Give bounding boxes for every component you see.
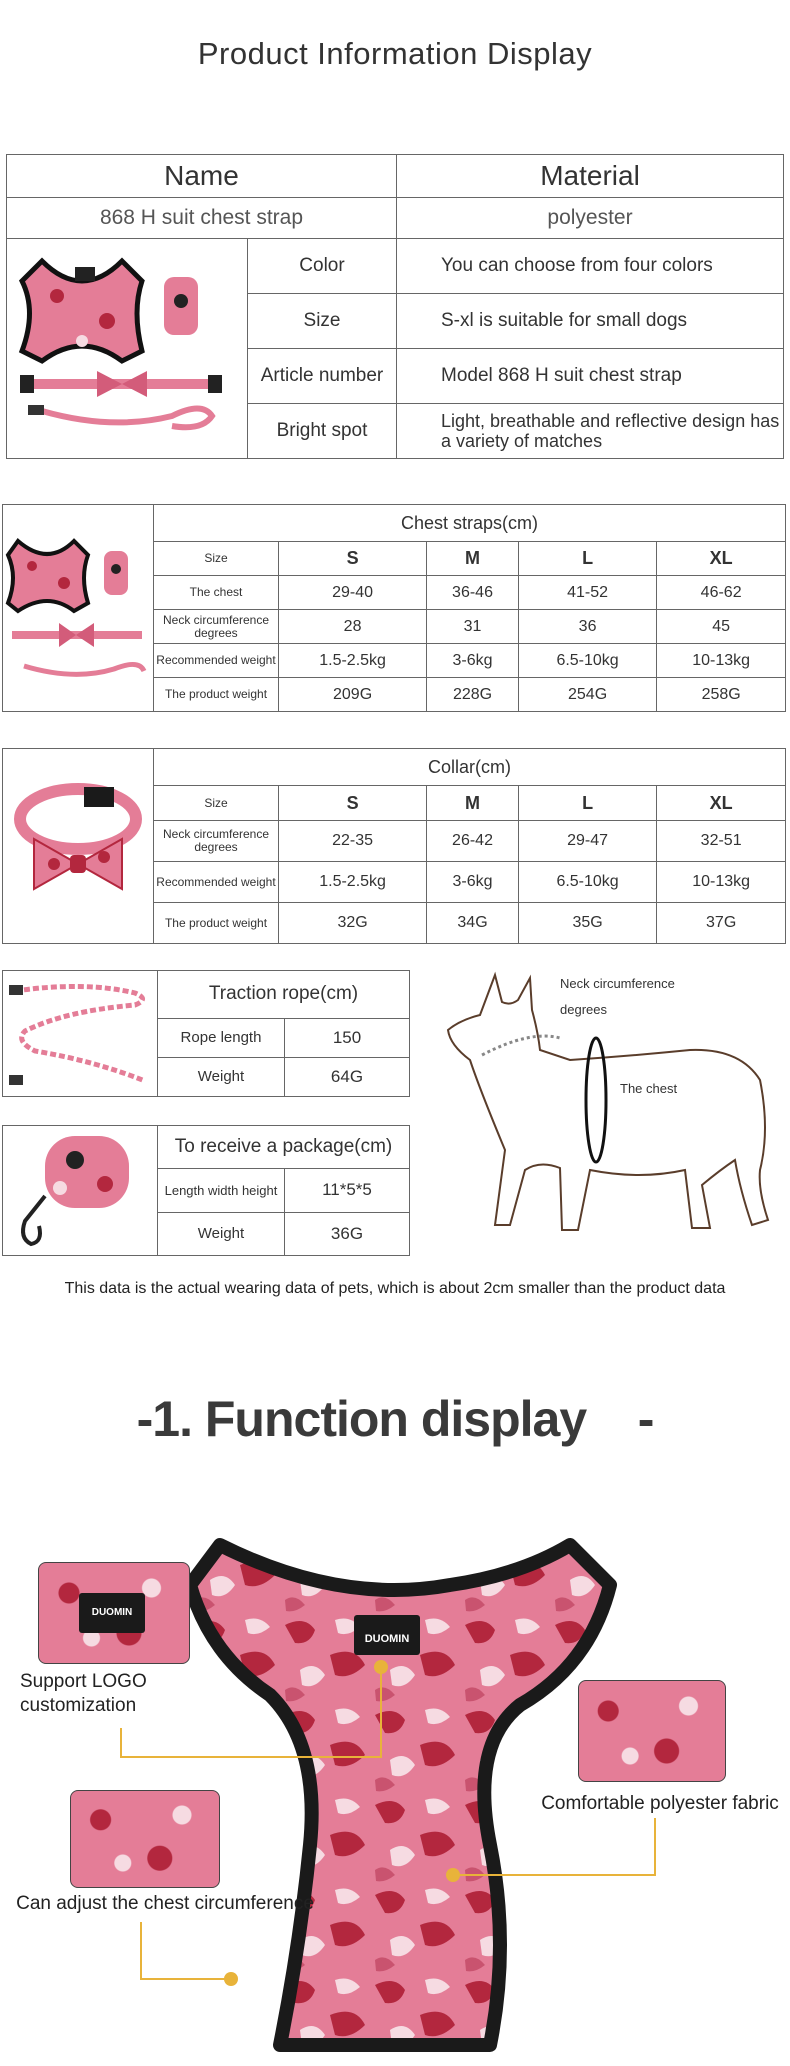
collar-cell: 10-13kg [657, 862, 786, 903]
material-header: Material [397, 155, 784, 198]
chest-cell: 46-62 [657, 576, 786, 610]
collar-row-label: Recommended weight [154, 862, 279, 903]
poop-bag-holder-picture [5, 1126, 155, 1250]
adjuster-closeup-thumbnail [70, 1790, 220, 1888]
rope-picture [5, 971, 155, 1091]
article-number-label: Article number [248, 349, 397, 404]
chest-size-s: S [279, 542, 427, 576]
collar-cell: 22-35 [279, 821, 427, 862]
rope-weight-label: Weight [158, 1057, 285, 1096]
chest-cell: 36-46 [427, 576, 519, 610]
collar-cell: 32G [279, 903, 427, 944]
fabric-callout: Comfortable polyester fabric [541, 1793, 779, 1814]
collar-cell: 37G [657, 903, 786, 944]
function-display-heading: -1. Function display - [136, 1391, 654, 1447]
collar-cell: 1.5-2.5kg [279, 862, 427, 903]
harness-set-picture [4, 521, 152, 691]
chest-cell: 31 [427, 610, 519, 644]
chest-size-label: Size [154, 542, 279, 576]
traction-rope-table [2, 970, 410, 1097]
chest-cell: 258G [657, 678, 786, 712]
rope-length-label: Rope length [158, 1018, 285, 1057]
rope-length-value: 150 [285, 1018, 410, 1057]
material-value: polyester [397, 198, 784, 239]
fabric-closeup-thumbnail [578, 1680, 726, 1782]
article-number-value: Model 868 H suit chest strap [397, 349, 784, 404]
collar-cell: 32-51 [657, 821, 786, 862]
logo-thumb-badge: DUOMIN [79, 1593, 145, 1633]
adjust-callout: Can adjust the chest circumference [16, 1893, 314, 1914]
chest-cell: 1.5-2.5kg [279, 644, 427, 678]
package-dims-label: Length width height [158, 1169, 285, 1212]
collar-cell: 6.5-10kg [518, 862, 656, 903]
rope-image [3, 971, 158, 1097]
chest-cell: 29-40 [279, 576, 427, 610]
color-label: Color [248, 239, 397, 294]
chest-row-label: The product weight [154, 678, 279, 712]
collar-title: Collar(cm) [154, 749, 786, 786]
chest-cell: 28 [279, 610, 427, 644]
package-image [3, 1126, 158, 1256]
bright-spot-label: Bright spot [248, 404, 397, 459]
chest-cell: 209G [279, 678, 427, 712]
logo-closeup-thumbnail [38, 1562, 190, 1664]
collar-cell: 35G [518, 903, 656, 944]
collar-row-label: Neck circumference degrees [154, 821, 279, 862]
package-weight-label: Weight [158, 1212, 285, 1255]
collar-size-label: Size [154, 786, 279, 821]
measurement-note: This data is the actual wearing data of pets, which is about 2cm smaller than the product data [64, 1280, 726, 1297]
chest-size-m: M [427, 542, 519, 576]
rope-weight-value: 64G [285, 1057, 410, 1096]
chest-cell: 228G [427, 678, 519, 712]
package-table [2, 1125, 410, 1256]
collar-cell: 34G [427, 903, 519, 944]
neck-label: Neck circumference [560, 976, 675, 991]
chest-straps-table [2, 504, 786, 712]
collar-cell: 3-6kg [427, 862, 519, 903]
page-title: Product Information Display [197, 36, 593, 71]
chest-strap-image [3, 505, 154, 712]
size-label: Size [248, 294, 397, 349]
package-title: To receive a package(cm) [158, 1126, 410, 1169]
name-header: Name [7, 155, 397, 198]
chest-cell: 3-6kg [427, 644, 519, 678]
harness-set-picture [12, 241, 242, 451]
collar-cell: 29-47 [518, 821, 656, 862]
collar-row-label: The product weight [154, 903, 279, 944]
bright-spot-value: Light, breathable and reflective design has a variety of matches [397, 404, 784, 459]
chest-cell: 10-13kg [657, 644, 786, 678]
color-value: You can choose from four colors [397, 239, 784, 294]
chest-cell: 45 [657, 610, 786, 644]
harness-main-picture [190, 1525, 670, 2055]
collar-size-l: L [518, 786, 656, 821]
collar-table [2, 748, 786, 944]
logo-callout-line2: customization [20, 1695, 137, 1716]
collar-size-xl: XL [657, 786, 786, 821]
chest-label: The chest [620, 1081, 678, 1096]
collar-size-s: S [279, 786, 427, 821]
size-value: S-xl is suitable for small dogs [397, 294, 784, 349]
chest-row-label: Recommended weight [154, 644, 279, 678]
chest-size-l: L [518, 542, 656, 576]
package-dims-value: 11*5*5 [285, 1169, 410, 1212]
collar-cell: 26-42 [427, 821, 519, 862]
collar-size-m: M [427, 786, 519, 821]
chest-cell: 36 [518, 610, 656, 644]
name-value: 868 H suit chest strap [7, 198, 397, 239]
neck-label-2: degrees [560, 1002, 607, 1017]
chest-row-label: The chest [154, 576, 279, 610]
collar-picture [4, 769, 152, 919]
logo-callout-line1: Support LOGO [20, 1671, 147, 1692]
rope-title: Traction rope(cm) [158, 971, 410, 1019]
package-weight-value: 36G [285, 1212, 410, 1255]
product-set-image [7, 239, 248, 459]
chest-cell: 41-52 [518, 576, 656, 610]
chest-cell: 254G [518, 678, 656, 712]
product-info-table [6, 154, 784, 459]
collar-image [3, 749, 154, 944]
chest-cell: 6.5-10kg [518, 644, 656, 678]
chest-row-label: Neck circumference degrees [154, 610, 279, 644]
chest-straps-title: Chest straps(cm) [154, 505, 786, 542]
chest-size-xl: XL [657, 542, 786, 576]
logo-patch-text: DUOMIN [364, 1633, 410, 1645]
dog-measurement-diagram [440, 970, 790, 1250]
logo-callout [20, 1670, 200, 1718]
